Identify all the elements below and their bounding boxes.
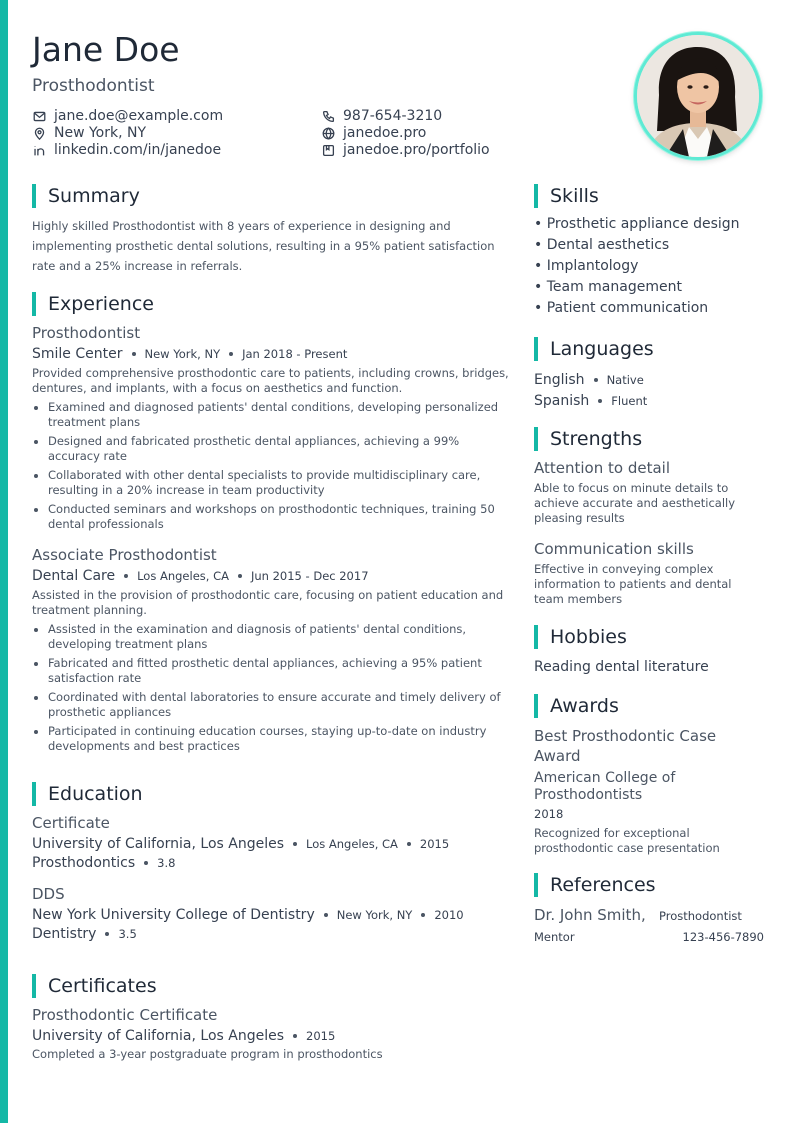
certificate-name: Prosthodontic Certificate <box>32 1006 218 1024</box>
experience-entry <box>32 324 510 532</box>
separator-dot <box>293 842 297 846</box>
references-heading: References <box>534 873 764 897</box>
education-entry <box>32 885 510 942</box>
hobbies-section <box>534 625 764 675</box>
reference-position: Prosthodontist <box>659 909 742 923</box>
achievement-item: Fabricated and fitted prosthetic dental appliances, achieving a 95% patient satisfaction rate <box>32 656 510 686</box>
strengths-heading: Strengths <box>534 427 764 451</box>
skill-item: • Team management <box>534 279 682 295</box>
summary-section <box>32 184 510 276</box>
field-of-study: Prosthodontics <box>32 855 136 871</box>
education-field-row <box>32 855 510 871</box>
education-entry <box>32 814 510 871</box>
references-section <box>534 873 764 946</box>
contact-location <box>32 125 146 141</box>
phone-icon <box>321 109 335 123</box>
skill-item: • Patient communication <box>534 300 709 316</box>
job-dates: Jun 2015 - Dec 2017 <box>250 569 369 583</box>
achievement-item: Collaborated with other dental specialists to provide multidisciplinary care, resulting in a 20% increase in team productivity <box>32 468 510 498</box>
reference-relation: Mentor <box>534 930 575 944</box>
linkedin-icon <box>32 143 46 157</box>
contact-portfolio[interactable] <box>321 142 490 158</box>
job-description: Provided comprehensive prosthodontic care to patients, including crowns, bridges, dentures, and implants, with a focus on aesthetics and function. <box>32 366 509 395</box>
achievement-item: Coordinated with dental laboratories to ensure accurate and timely delivery of prosthetic appliances <box>32 690 510 720</box>
hobby-item: Reading dental literature <box>534 659 709 675</box>
job-meta <box>32 346 510 362</box>
experience-entry <box>32 546 510 754</box>
phone-text: 987-654-3210 <box>343 108 443 124</box>
bookmark-icon <box>321 143 335 157</box>
gpa: 3.8 <box>157 856 176 870</box>
language-item <box>534 369 764 390</box>
contact-linkedin[interactable] <box>32 142 221 158</box>
contact-website[interactable] <box>321 125 426 141</box>
field-of-study: Dentistry <box>32 926 97 942</box>
gpa: 3.5 <box>118 927 137 941</box>
separator-dot <box>144 861 148 865</box>
certificates-heading: Certificates <box>32 974 510 998</box>
language-name: Spanish <box>534 392 590 409</box>
job-role: Associate Prosthodontist <box>32 546 217 564</box>
separator-dot <box>598 399 602 403</box>
accent-bar <box>0 0 8 1123</box>
language-level: Fluent <box>611 393 648 408</box>
achievement-item: Participated in continuing education courses, staying up-to-date on industry developments and best practices <box>32 724 510 754</box>
separator-dot <box>293 1034 297 1038</box>
education-meta <box>32 907 510 923</box>
school-location: Los Angeles, CA <box>306 837 398 851</box>
strength-description: Effective in conveying complex information to patients and dental team members <box>534 562 732 606</box>
separator-dot <box>407 842 411 846</box>
achievement-item: Conducted seminars and workshops on prosthodontic techniques, training 50 dental professionals <box>32 502 510 532</box>
skills-heading: Skills <box>534 184 764 208</box>
achievement-item: Assisted in the examination and diagnosis of patients' dental conditions, developing treatment plans <box>32 622 510 652</box>
certificate-entry <box>32 1006 510 1062</box>
degree-title: Certificate <box>32 814 110 832</box>
separator-dot <box>594 378 598 382</box>
reference-phone[interactable]: 123-456-7890 <box>682 930 764 944</box>
school-name: University of California, Los Angeles <box>32 836 285 852</box>
job-location: New York, NY <box>144 347 221 361</box>
degree-title: DDS <box>32 885 65 903</box>
strength-title: Attention to detail <box>534 459 670 477</box>
summary-text: Highly skilled Prosthodontist with 8 years of experience in designing and implementing prosthetic dental solutions, resulting in a 95% patient satisfaction rate and a 25% increase in referrals. <box>32 219 495 273</box>
strength-title: Communication skills <box>534 540 694 558</box>
candidate-title: Prosthodontist <box>32 76 155 96</box>
languages-list <box>534 369 764 411</box>
awards-heading: Awards <box>534 694 764 718</box>
language-level: Native <box>606 372 644 387</box>
location-pin-icon <box>32 126 46 140</box>
separator-dot <box>421 913 425 917</box>
award-organization: American College of Prosthodontists <box>534 770 676 803</box>
reference-name: Dr. John Smith, <box>534 906 646 924</box>
education-section <box>32 782 510 942</box>
achievement-item: Designed and fabricated prosthetic dental appliances, achieving a 99% accuracy rate <box>32 434 510 464</box>
strength-item <box>534 459 764 526</box>
job-achievements <box>32 622 510 754</box>
experience-heading: Experience <box>32 292 510 316</box>
languages-section <box>534 337 764 411</box>
candidate-name: Jane Doe <box>32 30 180 69</box>
hobbies-heading: Hobbies <box>534 625 764 649</box>
award-description: Recognized for exceptional prosthodontic case presentation <box>534 826 720 855</box>
job-company: Smile Center <box>32 346 123 362</box>
education-meta <box>32 836 510 852</box>
skill-item: • Prosthetic appliance design <box>534 216 740 232</box>
education-heading: Education <box>32 782 510 806</box>
skill-item: • Implantology <box>534 258 639 274</box>
graduation-year: 2010 <box>434 908 464 922</box>
certificates-section <box>32 974 510 1062</box>
certificate-year: 2015 <box>306 1029 336 1043</box>
language-item <box>534 390 764 411</box>
contact-phone[interactable] <box>321 108 442 124</box>
languages-heading: Languages <box>534 337 764 361</box>
strengths-section <box>534 427 764 607</box>
linkedin-text: linkedin.com/in/janedoe <box>54 142 222 158</box>
portfolio-text: janedoe.pro/portfolio <box>343 142 490 158</box>
achievement-item: Examined and diagnosed patients' dental conditions, developing personalized treatment plans <box>32 400 510 430</box>
job-location: Los Angeles, CA <box>137 569 229 583</box>
reference-item <box>534 906 764 946</box>
separator-dot <box>238 574 242 578</box>
profile-photo <box>634 32 762 160</box>
certificate-description: Completed a 3-year postgraduate program in prosthodontics <box>32 1047 383 1061</box>
certificate-meta <box>32 1028 510 1044</box>
awards-section <box>534 694 764 856</box>
award-title: Best Prosthodontic Case Award <box>534 727 717 765</box>
skills-section <box>534 184 764 319</box>
globe-icon <box>321 126 335 140</box>
summary-heading: Summary <box>32 184 510 208</box>
education-field-row <box>32 926 510 942</box>
separator-dot <box>105 932 109 936</box>
job-role: Prosthodontist <box>32 324 141 342</box>
school-name: New York University College of Dentistry <box>32 907 315 923</box>
certificate-issuer: University of California, Los Angeles <box>32 1028 285 1044</box>
experience-section <box>32 292 510 758</box>
award-item <box>534 726 764 856</box>
mail-icon <box>32 109 46 123</box>
separator-dot <box>324 913 328 917</box>
job-achievements <box>32 400 510 532</box>
website-text: janedoe.pro <box>343 125 427 141</box>
strength-item <box>534 540 764 607</box>
separator-dot <box>132 352 136 356</box>
school-location: New York, NY <box>336 908 413 922</box>
skills-list <box>534 214 764 319</box>
contact-email[interactable] <box>32 108 223 124</box>
email-text: jane.doe@example.com <box>54 108 224 124</box>
strength-description: Able to focus on minute details to achieve accurate and aesthetically pleasing results <box>534 481 736 525</box>
award-year: 2018 <box>534 807 564 821</box>
separator-dot <box>229 352 233 356</box>
separator-dot <box>124 574 128 578</box>
skill-item: • Dental aesthetics <box>534 237 670 253</box>
language-name: English <box>534 371 585 388</box>
job-meta <box>32 568 510 584</box>
job-description: Assisted in the provision of prosthodontic care, focusing on patient education and treatment planning. <box>32 588 504 617</box>
job-company: Dental Care <box>32 568 116 584</box>
job-dates: Jan 2018 - Present <box>242 347 348 361</box>
location-text: New York, NY <box>54 125 147 141</box>
graduation-year: 2015 <box>419 837 450 851</box>
